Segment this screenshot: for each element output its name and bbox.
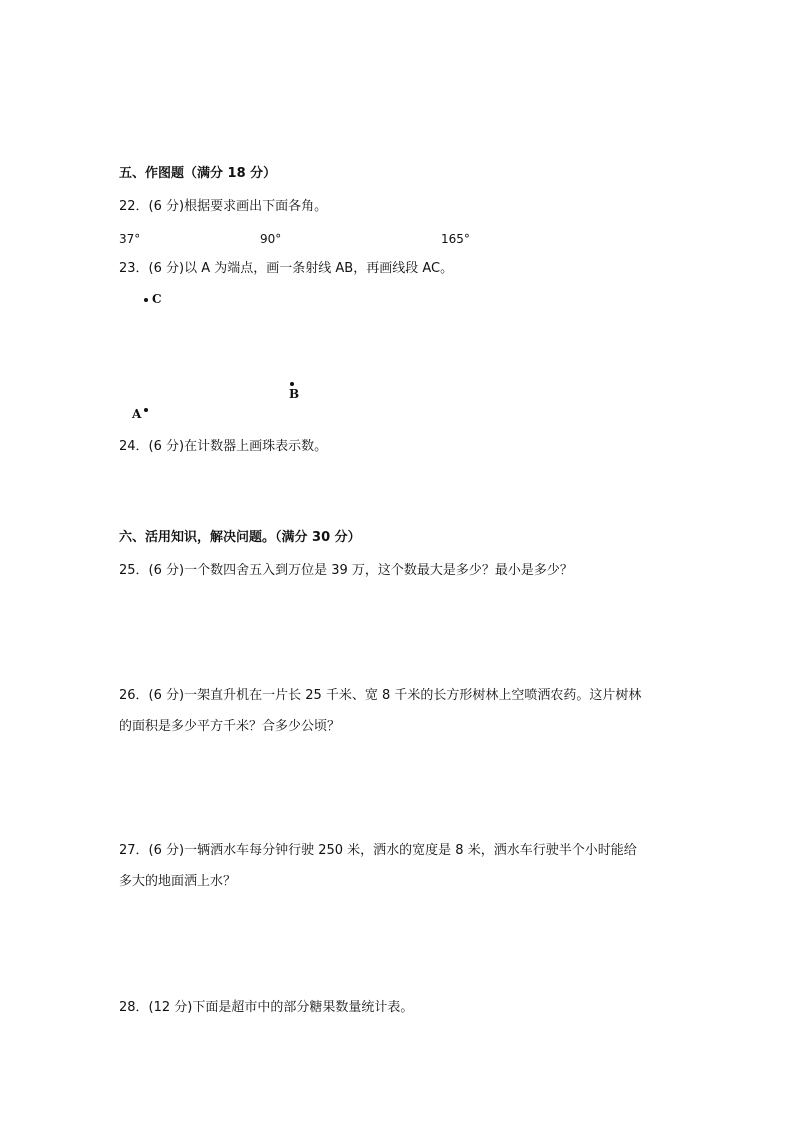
point-a-dot xyxy=(144,408,148,412)
question-28-text: 28．(12 分)下面是超市中的部分糖果数量统计表。 xyxy=(119,1000,414,1015)
point-a-label: A xyxy=(132,407,142,421)
point-b-dot xyxy=(290,382,294,386)
question-25-text: 25．(6 分)一个数四舍五入到万位是 39 万，这个数最大是多少？最小是多少？ xyxy=(119,563,573,578)
angle-165-label: 165° xyxy=(441,232,470,246)
section-six-heading: 六、活用知识，解决问题。（满分 30 分） xyxy=(119,530,361,545)
question-26-line2: 的面积是多少平方千米？合多少公顷？ xyxy=(119,719,341,734)
question-22-text: 22．(6 分)根据要求画出下面各角。 xyxy=(119,199,328,214)
question-23-text: 23．(6 分)以 A 为端点，画一条射线 AB，再画线段 AC。 xyxy=(119,261,454,276)
angle-37-label: 37° xyxy=(119,232,141,246)
section-five-heading: 五、作图题（满分 18 分） xyxy=(119,166,277,181)
point-b-label: B xyxy=(289,387,300,401)
question-27-line2: 多大的地面洒上水？ xyxy=(119,874,237,889)
point-c-label: C xyxy=(152,292,162,306)
point-c-dot xyxy=(144,298,148,302)
angle-90-label: 90° xyxy=(260,232,282,246)
question-27-line1: 27．(6 分)一辆洒水车每分钟行驶 250 米，洒水的宽度是 8 米，洒水车行驶半个小时能给 xyxy=(119,843,637,858)
question-26-line1: 26．(6 分)一架直升机在一片长 25 千米、宽 8 千米的长方形树林上空喷洒农药。这片树林 xyxy=(119,688,642,703)
question-24-text: 24．(6 分)在计数器上画珠表示数。 xyxy=(119,439,328,454)
